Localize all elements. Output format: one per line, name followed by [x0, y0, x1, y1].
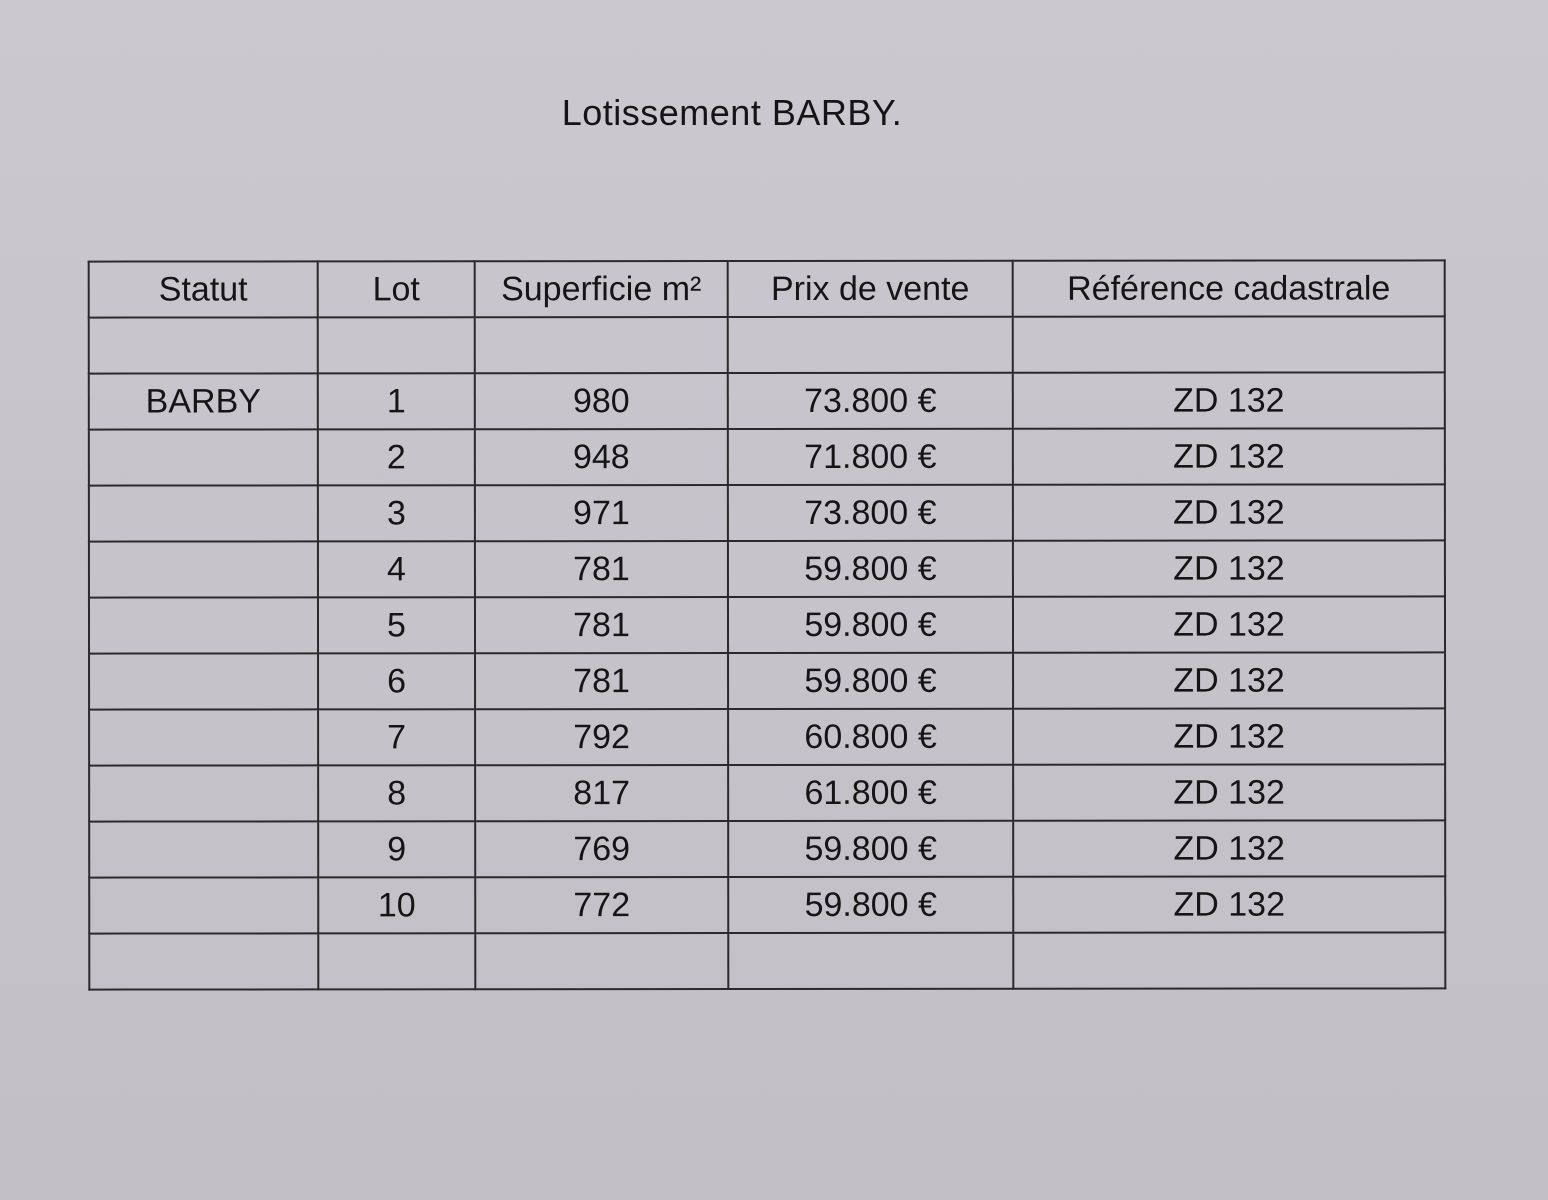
empty-cell [318, 317, 475, 373]
empty-cell [728, 933, 1013, 989]
table-row [89, 764, 1445, 821]
prix-cell: 60.800 € [728, 709, 1013, 765]
lot-cell: 7 [318, 709, 475, 765]
statut-cell [89, 429, 318, 485]
table-row [89, 484, 1445, 541]
table-row-empty-bottom [89, 932, 1445, 989]
reference-cell: ZD 132 [1013, 596, 1445, 652]
empty-cell [1013, 932, 1445, 988]
table-row [89, 372, 1445, 429]
statut-cell [89, 597, 318, 653]
lot-cell: 8 [318, 765, 475, 821]
lot-cell: 5 [318, 597, 475, 653]
header-lot: Lot [318, 261, 475, 317]
empty-cell [89, 317, 318, 373]
statut-cell: BARBY [89, 373, 318, 429]
reference-cell: ZD 132 [1013, 876, 1445, 932]
prix-cell: 59.800 € [728, 877, 1013, 933]
superficie-cell: 781 [475, 597, 728, 653]
prix-cell: 59.800 € [728, 821, 1013, 877]
prix-cell: 73.800 € [728, 485, 1013, 541]
superficie-cell: 781 [475, 653, 728, 709]
statut-cell [89, 765, 318, 821]
table-row [89, 820, 1445, 877]
prix-cell: 59.800 € [728, 541, 1013, 597]
header-reference: Référence cadastrale [1013, 260, 1445, 316]
superficie-cell: 792 [475, 709, 728, 765]
lot-cell: 4 [318, 541, 475, 597]
empty-cell [728, 317, 1013, 373]
table-row [89, 596, 1445, 653]
lot-cell: 6 [318, 653, 475, 709]
lots-table [88, 259, 1447, 990]
statut-cell [89, 485, 318, 541]
empty-cell [1013, 316, 1445, 372]
statut-cell [89, 709, 318, 765]
superficie-cell: 948 [475, 429, 728, 485]
reference-cell: ZD 132 [1013, 540, 1445, 596]
prix-cell: 61.800 € [728, 765, 1013, 821]
lot-cell: 10 [318, 877, 475, 933]
prix-cell: 59.800 € [728, 653, 1013, 709]
statut-cell [89, 541, 318, 597]
header-superficie: Superficie m² [475, 261, 728, 317]
superficie-cell: 980 [475, 373, 728, 429]
empty-cell [89, 933, 318, 989]
statut-cell [89, 653, 318, 709]
table-row-empty-top [89, 316, 1445, 373]
header-statut: Statut [89, 261, 318, 317]
superficie-cell: 769 [475, 821, 728, 877]
table-row [89, 540, 1445, 597]
reference-cell: ZD 132 [1013, 484, 1445, 540]
superficie-cell: 971 [475, 485, 728, 541]
empty-cell [475, 933, 728, 989]
table-row [89, 428, 1445, 485]
prix-cell: 59.800 € [728, 597, 1013, 653]
reference-cell: ZD 132 [1013, 372, 1445, 428]
table-row [89, 876, 1445, 933]
table-row [89, 708, 1445, 765]
table-header-row [89, 260, 1445, 317]
prix-cell: 73.800 € [728, 373, 1013, 429]
reference-cell: ZD 132 [1013, 428, 1445, 484]
prix-cell: 71.800 € [728, 429, 1013, 485]
empty-cell [475, 317, 728, 373]
lot-cell: 9 [318, 821, 475, 877]
lot-cell: 3 [318, 485, 475, 541]
empty-cell [318, 933, 475, 989]
reference-cell: ZD 132 [1013, 764, 1445, 820]
statut-cell [89, 821, 318, 877]
reference-cell: ZD 132 [1013, 652, 1445, 708]
superficie-cell: 772 [475, 877, 728, 933]
table-row [89, 652, 1445, 709]
lot-cell: 1 [318, 373, 475, 429]
reference-cell: ZD 132 [1013, 708, 1445, 764]
lot-cell: 2 [318, 429, 475, 485]
document-title: Lotissement BARBY. [561, 92, 903, 133]
reference-cell: ZD 132 [1013, 820, 1445, 876]
header-prix: Prix de vente [728, 261, 1013, 317]
superficie-cell: 817 [475, 765, 728, 821]
statut-cell [89, 877, 318, 933]
superficie-cell: 781 [475, 541, 728, 597]
